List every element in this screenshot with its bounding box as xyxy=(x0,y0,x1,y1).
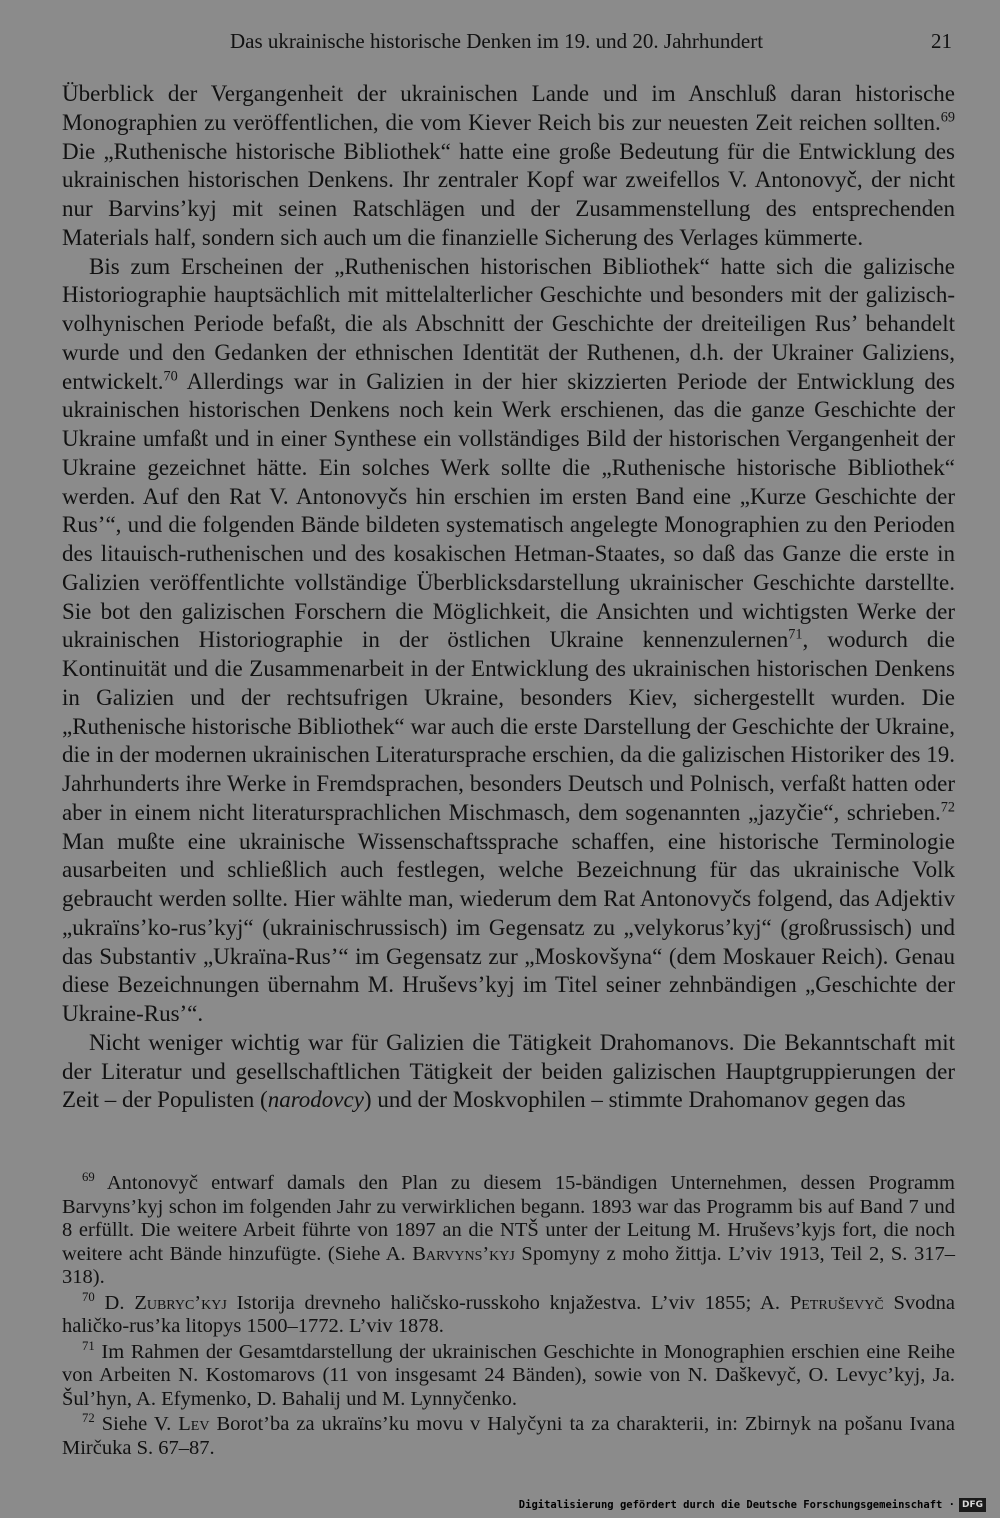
body-text xyxy=(62,80,955,1115)
paragraph-2-text-b: Allerdings war in Galizien in der hier skizzierten Periode der Entwicklung des ukrainischen historischen Denkens noch kein Werk erschienen, das die ganze Geschichte der Ukraine umfaßt und in einer Synthese ein vollständiges Bild der historischen Vergangenheit der Ukraine gezeichnet hätte. Ein solches Werk sollte die „Ruthenische historische Bibliothek“ werden. Auf den Rat V. Antonovyčs hin erschien im ersten Band eine „Kurze Geschichte der Rus’“, und die folgenden Bände bildeten systematisch angelegte Monographien zu den Perioden des litauisch-ruthenischen und des kosakischen Hetman-Staates, so daß das Ganze die erste in Galizien veröffentlichte vollständige Überblicksdarstellung ukrainischer Geschichte darstellte. Sie bot den galizischen Forschern die Möglichkeit, die Ansichten und wichtigsten Werke der ukrainischen Historiographie in der östlichen Ukraine kennenzulernen xyxy=(62,368,955,653)
footnotes xyxy=(62,1172,955,1462)
footnote-70-text-a: D. xyxy=(94,1291,135,1314)
footnote-ref-71: 71 xyxy=(788,626,803,643)
footnote-70-author-1: Zubryc’kyj xyxy=(134,1291,227,1314)
paragraph-2 xyxy=(62,253,955,1029)
paragraph-1 xyxy=(62,80,955,253)
paragraph-3-text-a: Nicht weniger wichtig war für Galizien die Tätigkeit Drahomanovs. Die Bekanntschaft mit der Literatur und gesellschaftlichen Tätigkeit der beiden galizischen Hauptgruppierungen der Zeit – der Populisten ( xyxy=(62,1029,955,1113)
footnote-ref-70: 70 xyxy=(163,367,178,384)
paragraph-3-italic-term: narodovcy xyxy=(267,1087,364,1113)
footnote-number-72: 72 xyxy=(82,1411,95,1426)
footnote-69-text-a: Antonovyč entwarf damals den Plan zu diesem 15-bändigen Unternehmen, dessen Programm Barvyns’kyj schon im folgenden Jahr zu verwirklichen begann. 1893 war das Programm bis auf Band 7 und 8 erfüllt. Die weitere Arbeit führte von 1897 an die NTŠ unter der Leitung M. Hruševs’kyjs fort, die noch weitere acht Bände hinzufügte. (Siehe A. xyxy=(62,1172,955,1265)
paragraph-2-text-d: Man mußte eine ukrainische Wissenschaftssprache schaffen, eine historische Terminologie ausarbeiten und schließlich auch festlegen, welche Bezeichnung für das ukrainische Volk gebraucht werden sollte. Hier wählte man, wiederum dem Rat Antonovyčs folgend, das Adjektiv „ukraïns’ko-rus’kyj“ (ukrainischrussisch) im Gegensatz zu „velykorus’kyj“ (großrussisch) und das Substantiv „Ukraïna-Rus’“ im Gegensatz zur „Moskovšyna“ (dem Moskauer Reich). Genau diese Bezeichnungen übernahm M. Hruševs’kyj im Titel seiner zehnbändigen „Geschichte der Ukraine-Rus’“. xyxy=(62,828,955,1026)
page-number: 21 xyxy=(931,29,952,53)
paragraph-1-text-a: Überblick der Vergangenheit der ukrainischen Lande und im Anschluß daran historische Monographien zu veröffentlichen, die vom Kiever Reich bis zur neuesten Zeit reichen sollten. xyxy=(62,81,955,135)
paragraph-1-text-b: Die „Ruthenische historische Bibliothek“ hatte eine große Bedeutung für die Entwicklung des ukrainischen historischen Denkens. Ihr zentraler Kopf war zweifellos V. Antonovyč, der nicht nur Barvins’kyj mit seinen Ratschlägen und der Zusammenstellung des entsprechenden Materials half, sondern sich auch um die finanzielle Sicherung des Verlages kümmerte. xyxy=(62,138,955,250)
digitization-credit xyxy=(519,1498,986,1512)
footnote-ref-72: 72 xyxy=(940,799,955,816)
credit-text: Digitalisierung gefördert durch die Deutsche Forschungsgemeinschaft · xyxy=(518,1499,955,1511)
footnote-number-69: 69 xyxy=(82,1170,95,1185)
footnote-72-author: Lev xyxy=(178,1413,210,1435)
running-title: Das ukrainische historische Denken im 19. und 20. Jahrhundert xyxy=(230,29,764,53)
footnote-number-71: 71 xyxy=(82,1338,95,1353)
footnote-70-text-c: Svodna haličko-rus’ka litopys 1500–1772. L’viv 1878. xyxy=(62,1291,956,1337)
footnote-72-text-a: Siehe V. xyxy=(94,1413,179,1435)
dfg-logo-icon: DFG xyxy=(959,1498,986,1512)
footnote-72-text-b: Borot’ba za ukraïns’ku movu v Halyčyni ta za charakterii, in: Zbirnyk na pošanu Ivana Mirčuka S. 67–87. xyxy=(62,1413,955,1459)
footnote-ref-69: 69 xyxy=(940,109,955,126)
footnote-72 xyxy=(62,1413,955,1460)
paragraph-3 xyxy=(62,1029,955,1115)
footnote-71-text: Im Rahmen der Gesamtdarstellung der ukrainischen Geschichte in Monographien erschien eine Reihe von Arbeiten N. Kostomarovs (11 von insgesamt 24 Bänden), sowie von N. Daškevyč, O. Levyc’kyj, Ja. Šul’hyn, A. Efymenko, D. Bahalij und M. Lynnyčenko. xyxy=(62,1340,955,1410)
paragraph-2-text-c: , wodurch die Kontinuität und die Zusammenarbeit in der Entwicklung des ukrainischen historischen Denkens in Galizien und der rechtsufrigen Ukraine, besonders Kiev, sichergestellt wurden. Die „Ruthenische historische Bibliothek“ war auch die erste Darstellung der Geschichte der Ukraine, die in der modernen ukrainischen Literatursprache erschien, da die galizischen Historiker des 19. Jahrhunderts ihre Werke in Fremdsprachen, besonders Deutsch und Polnisch, verfaßt hatten oder aber in einem nicht literatursprachlichen Mischmasch, dem sogenannten „jazyčie“, schrieben. xyxy=(62,627,956,825)
running-head xyxy=(62,26,952,56)
footnote-69-text-b: Spomyny z moho žittja. L’viv 1913, Teil 2, S. 317–318). xyxy=(62,1242,955,1288)
footnote-70-author-2: Petruševyč xyxy=(789,1291,884,1314)
footnote-69 xyxy=(62,1172,955,1290)
paragraph-2-text-a: Bis zum Erscheinen der „Ruthenischen historischen Bibliothek“ hatte sich die galizische Historiographie hauptsächlich mit mittelalterlicher Geschichte und besonders mit der galizisch-volhynischen Periode befaßt, die als Abschnitt der Geschichte der dreiteiligen Rus’ behandelt wurde und den Gedanken der ethnischen Identität der Ruthenen, d.h. der Ukrainer Galiziens, entwickelt. xyxy=(62,253,955,394)
footnote-number-70: 70 xyxy=(82,1289,95,1304)
footnote-70-text-b: Istorija drevneho haličsko-russkoho knjažestva. L’viv 1855; A. xyxy=(226,1291,790,1314)
footnote-71 xyxy=(62,1338,955,1412)
paragraph-3-text-b: ) und der Moskvophilen – stimmte Drahomanov gegen das xyxy=(363,1087,906,1113)
footnote-70 xyxy=(62,1289,956,1339)
footnote-69-author: Barvyns’kyj xyxy=(412,1242,515,1265)
